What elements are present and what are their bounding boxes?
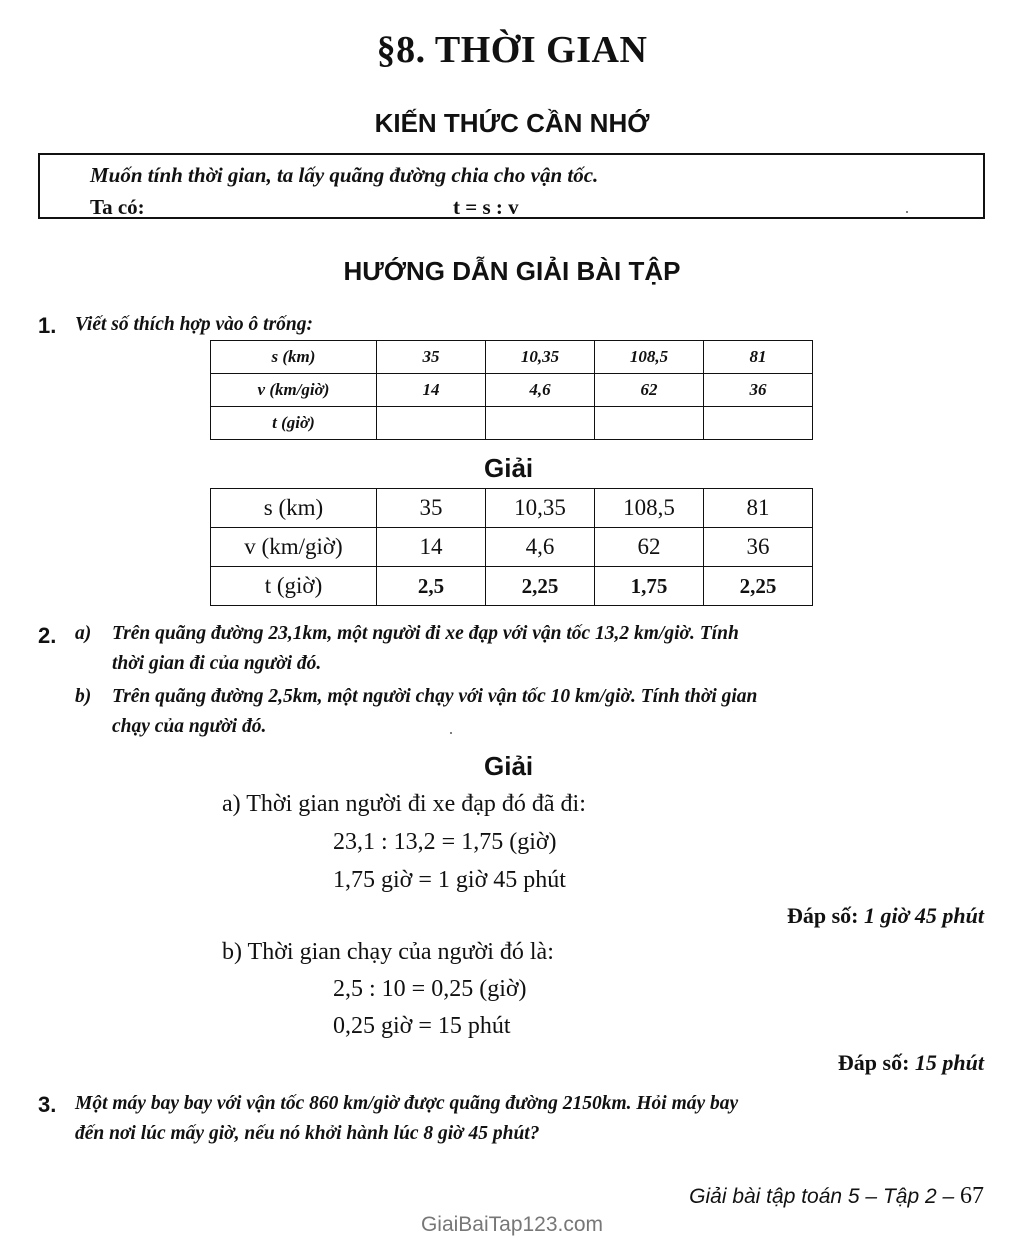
table-row: [211, 528, 813, 567]
solution-b-calc-1: 2,5 : 10 = 0,25 (giờ): [333, 976, 527, 1002]
solution-heading-1: Giải: [484, 453, 534, 483]
speck: [450, 732, 452, 734]
table-cell-answer: 2,25: [486, 567, 595, 606]
answer-label: Đáp số:: [786, 903, 859, 928]
solution-heading-2: Giải: [484, 751, 534, 781]
table-cell: 36: [704, 528, 813, 567]
table-cell: 108,5: [595, 489, 704, 528]
table-cell: 108,5: [595, 341, 704, 374]
table-cell: v (km/giờ): [211, 528, 377, 567]
exercise-2-a-text: Trên quãng đường 23,1km, một người đi xe đạp với vận tốc 13,2 km/giờ. Tính: [112, 623, 739, 644]
table-row: [211, 407, 813, 440]
page-number: 67: [960, 1183, 984, 1209]
footer-book-title: Giải bài tập toán 5 – Tập 2 –: [689, 1185, 955, 1208]
page-footer: [689, 1183, 984, 1210]
table-cell: 10,35: [486, 489, 595, 528]
table-cell: 4,6: [486, 528, 595, 567]
answer-label: Đáp số:: [837, 1050, 910, 1075]
table-row: [211, 374, 813, 407]
solution-a-calc-1: 23,1 : 13,2 = 1,75 (giờ): [333, 829, 557, 855]
table-row: [211, 567, 813, 606]
rule-ta-co: Ta có:: [90, 195, 145, 219]
answer-value: 15 phút: [914, 1050, 984, 1075]
speck: [906, 211, 908, 213]
table-cell: t (giờ): [211, 407, 377, 440]
table-cell: v (km/giờ): [211, 374, 377, 407]
table-row: [211, 489, 813, 528]
table-cell: 14: [377, 374, 486, 407]
table-cell: 36: [704, 374, 813, 407]
table-cell: 14: [377, 528, 486, 567]
answer-value: 1 giờ 45 phút: [863, 903, 984, 928]
table-cell-answer: 1,75: [595, 567, 704, 606]
watermark: GiaiBaiTap123.com: [420, 1213, 604, 1236]
section-heading-guide: HƯỚNG DẪN GIẢI BÀI TẬP: [343, 256, 681, 286]
table-cell-empty: [377, 407, 486, 440]
exercise-1-prompt: Viết số thích hợp vào ô trống:: [75, 314, 313, 335]
section-heading-knowledge: KIẾN THỨC CẦN NHỚ: [374, 108, 650, 138]
table-cell-empty: [704, 407, 813, 440]
exercise-3-text: Một máy bay bay với vận tốc 860 km/giờ được quãng đường 2150km. Hỏi máy bay: [75, 1093, 739, 1114]
rule-box: [38, 153, 985, 219]
table-cell: 4,6: [486, 374, 595, 407]
table-cell-empty: [595, 407, 704, 440]
exercise-3-number: 3.: [38, 1092, 57, 1117]
solution-a-answer: [787, 903, 984, 929]
exercise-2-b-label: b): [75, 686, 92, 707]
table-cell: s (km): [211, 489, 377, 528]
solution-a-calc-2: 1,75 giờ = 1 giờ 45 phút: [333, 867, 566, 893]
exercise-1-table: [210, 340, 813, 440]
exercise-2-b-text-2: chạy của người đó.: [112, 716, 267, 737]
solution-b-calc-2: 0,25 giờ = 15 phút: [333, 1013, 511, 1039]
solution-b-answer: [838, 1050, 984, 1076]
table-cell-empty: [486, 407, 595, 440]
exercise-2-b-text: Trên quãng đường 2,5km, một người chạy với vận tốc 10 km/giờ. Tính thời gian: [112, 686, 758, 707]
table-cell: t (giờ): [211, 567, 377, 606]
exercise-2-number: 2.: [38, 623, 57, 648]
solution-table: [210, 488, 813, 606]
rule-formula: t = s : v: [453, 195, 519, 219]
page-title: §8. THỜI GIAN: [376, 29, 648, 71]
solution-a-intro: a) Thời gian người đi xe đạp đó đã đi:: [222, 791, 586, 817]
table-cell: 81: [704, 341, 813, 374]
table-cell-answer: 2,5: [377, 567, 486, 606]
rule-text: Muốn tính thời gian, ta lấy quãng đường chia cho vận tốc.: [90, 163, 599, 187]
table-row: [211, 341, 813, 374]
table-cell: 62: [595, 528, 704, 567]
table-cell: 10,35: [486, 341, 595, 374]
exercise-3-text-2: đến nơi lúc mấy giờ, nếu nó khởi hành lúc 8 giờ 45 phút?: [75, 1123, 540, 1144]
exercise-1-number: 1.: [38, 313, 57, 338]
table-cell: s (km): [211, 341, 377, 374]
table-cell-answer: 2,25: [704, 567, 813, 606]
table-cell: 35: [377, 341, 486, 374]
exercise-2-a-text-2: thời gian đi của người đó.: [112, 653, 322, 674]
table-cell: 81: [704, 489, 813, 528]
exercise-2-a-label: a): [75, 623, 92, 644]
solution-b-intro: b) Thời gian chạy của người đó là:: [222, 939, 554, 965]
table-cell: 62: [595, 374, 704, 407]
table-cell: 35: [377, 489, 486, 528]
